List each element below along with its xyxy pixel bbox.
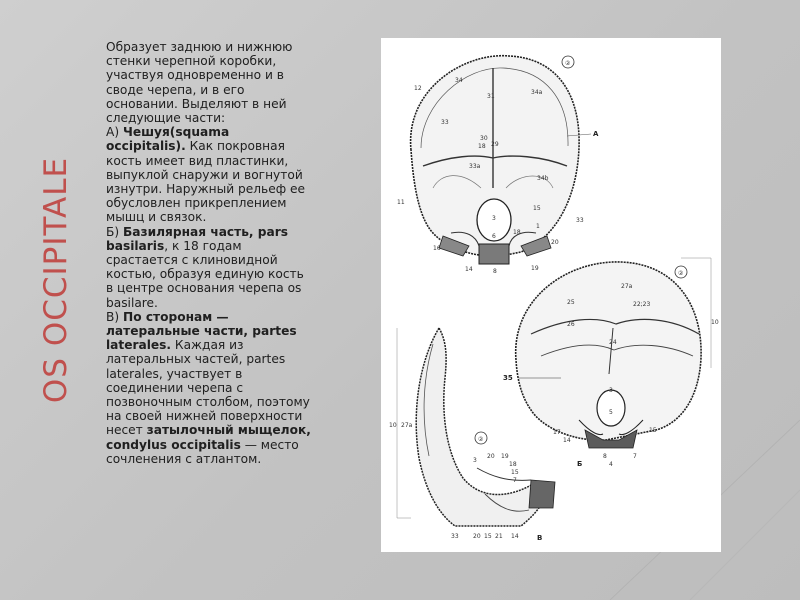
label-a-12: 12 <box>414 85 422 92</box>
label-c-15: 15 <box>511 469 519 476</box>
label-a-33: 33 <box>441 119 449 126</box>
label-c-19: 19 <box>501 453 509 460</box>
label-c-20: 20 <box>487 453 495 460</box>
label-c-27a: 27a <box>401 422 413 429</box>
body-text <box>106 40 311 466</box>
label-a-18b: 18 <box>513 229 521 236</box>
label-c-20b: 20 <box>473 533 481 540</box>
label-a-29: 29 <box>491 141 499 148</box>
label-c-7: 7 <box>513 477 517 484</box>
label-b-4: 4 <box>609 461 613 468</box>
label-a-18: 18 <box>478 143 486 150</box>
label-a-34b: 34b <box>537 175 549 182</box>
view-b-occipital-external <box>503 258 719 468</box>
label-c-3: 3 <box>473 457 477 464</box>
view-b-label: Б <box>577 460 583 468</box>
label-c-18: 18 <box>509 461 517 468</box>
label-a-31: 31 <box>487 93 495 100</box>
label-a-6: 6 <box>492 233 496 240</box>
label-c-2: ② <box>478 436 484 443</box>
label-b-10: 10 <box>711 319 719 326</box>
part-b-paragraph: Б) Базилярная часть, pars basilaris, к 18 годам срастается с клиновидной костью, образуя единую кость в центре основания черепа os basilare. <box>106 224 304 310</box>
label-a-20: 20 <box>551 239 559 246</box>
label-b-27a: 27a <box>621 283 633 290</box>
occipital-bone-figure <box>381 38 721 552</box>
label-a-1: 1 <box>536 223 540 230</box>
label-b-5: 5 <box>609 409 613 416</box>
label-a-3: 3 <box>492 215 496 222</box>
view-c-label: В <box>537 534 543 542</box>
label-a-33a: 33a <box>469 163 481 170</box>
label-a-30: 30 <box>480 135 488 142</box>
label-b-15: 15 <box>649 427 657 434</box>
label-a-34a: 34a <box>531 89 543 96</box>
label-b-24: 24 <box>609 339 617 346</box>
label-a-16: 16 <box>433 245 441 252</box>
label-c-14: 14 <box>511 533 519 540</box>
label-a-11: 11 <box>397 199 405 206</box>
label-c-21: 21 <box>495 533 503 540</box>
part-c-paragraph: В) По сторонам — латеральные части, partes laterales. Каждая из латеральных частей, partes laterales, участвует в соединении черепа с позвоночным столбом, поэтому на своей нижней поверхности несет затылочный мыщелок, condylus occipitalis — место сочленения с атлантом. <box>106 309 311 466</box>
label-c-10: 10 <box>389 422 397 429</box>
slide-title: OS OCCIPITALE <box>38 156 74 404</box>
view-a-label: А <box>593 130 599 138</box>
label-b-8: 8 <box>603 453 607 460</box>
label-c-15b: 15 <box>484 533 492 540</box>
label-a-19: 19 <box>531 265 539 272</box>
view-a-occipital-internal <box>397 56 599 275</box>
label-b-22-23: 22;23 <box>633 301 651 308</box>
label-b-7: 7 <box>633 453 637 460</box>
label-b-3: 3 <box>609 387 613 394</box>
label-a-15: 15 <box>533 205 541 212</box>
label-b-2: ② <box>678 270 684 277</box>
intro-paragraph: Образует заднюю и нижнюю стенки черепной коробки, участвуя одновременно и в своде черепа, и в его основании. Выделяют в ней следующие части: <box>106 40 293 126</box>
label-a-14: 14 <box>465 266 473 273</box>
label-b-25: 25 <box>567 299 575 306</box>
label-a-2: ② <box>565 60 571 67</box>
label-b-26: 26 <box>567 321 575 328</box>
label-b-17: 17 <box>553 429 561 436</box>
label-b-35: 35 <box>503 374 513 382</box>
label-a-8: 8 <box>493 268 497 275</box>
part-a-paragraph: А) Чешуя(squama occipitalis). Как покровная кость имеет вид пластинки, выпуклой снаружи и вогнутой изнутри. Наружный рельеф ее обусловлен прикреплением мышц и связок. <box>106 125 306 225</box>
label-b-14: 14 <box>563 437 571 444</box>
label-c-33: 33 <box>451 533 459 540</box>
label-a-33b: 33 <box>576 217 584 224</box>
label-a-34: 34 <box>455 77 463 84</box>
